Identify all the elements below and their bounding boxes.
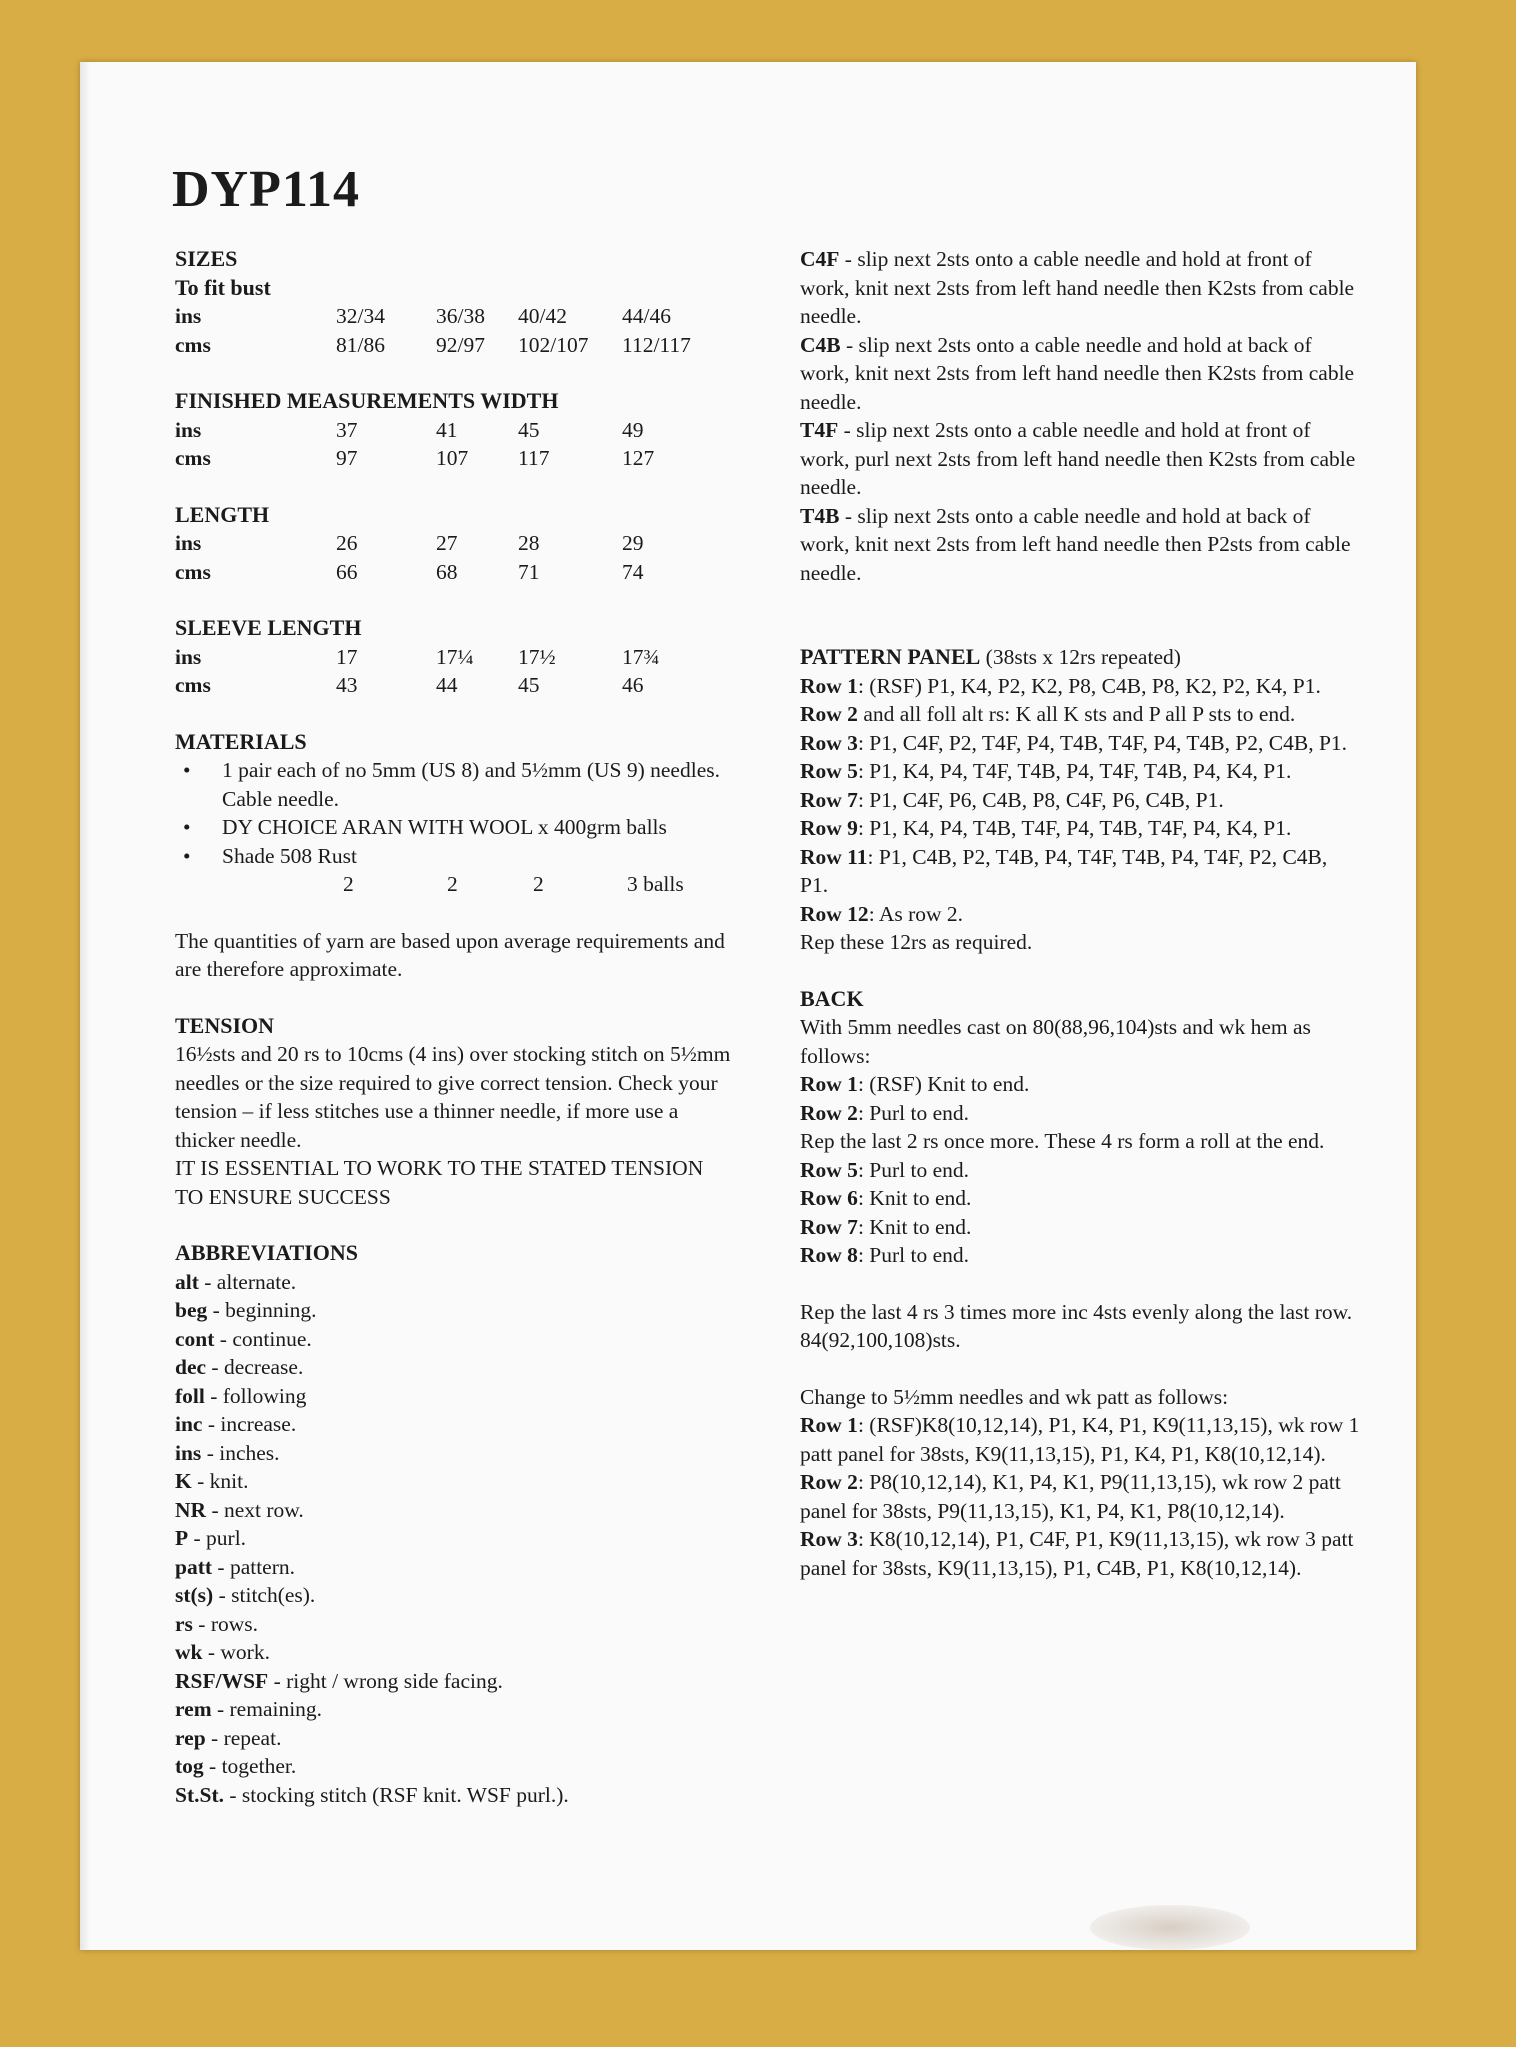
panel-row: Row 1: (RSF) P1, K4, P2, K2, P8, C4B, P8, K2, P2, K4, P1.	[800, 673, 1321, 698]
cable-definition: C4B - slip next 2sts onto a cable needle and hold at back of work, knit next 2sts from left hand needle then K2sts from cable needle.	[800, 332, 1355, 414]
pattern-title: DYP114	[172, 161, 360, 218]
pattern-panel-heading-line	[800, 643, 1360, 672]
abbreviation-item: ins - inches.	[175, 1440, 280, 1465]
panel-row: Row 5: P1, K4, P4, T4F, T4B, P4, T4F, T4B, P4, K4, P1.	[800, 759, 1292, 783]
finished-ins-row	[175, 416, 735, 445]
balls-value: 2	[447, 872, 458, 896]
back-row: Row 1: (RSF)K8(10,12,14), P1, K4, P1, K9(11,13,15), wk row 1 patt panel for 38sts, K9(11,13,15), P1, K4, P1, K8(10,12,14).	[800, 1413, 1360, 1466]
panel-row: Row 9: P1, K4, P4, T4B, T4F, P4, T4B, T4F, P4, K4, P1.	[800, 816, 1292, 840]
panel-row: Row 12: As row 2.	[800, 901, 964, 926]
back-row: Row 7: Knit to end.	[800, 1214, 972, 1239]
row-label: ins	[175, 531, 202, 555]
size-value: 92/97	[436, 332, 485, 357]
right-column	[800, 245, 1360, 1582]
cable-definition: T4B - slip next 2sts onto a cable needle and hold at back of work, knit next 2sts from left hand needle then P2sts from cable needle.	[800, 503, 1351, 585]
sheet-edge-shadow	[80, 62, 90, 1950]
abbreviation-item: alt - alternate.	[175, 1269, 297, 1294]
length-value: 68	[436, 559, 458, 584]
row-label: ins	[175, 417, 202, 442]
panel-row: Row 7: P1, C4F, P6, C4B, P8, C4F, P6, C4B, P1.	[800, 787, 1224, 812]
row-label: ins	[175, 644, 202, 669]
abbreviations-list	[175, 1268, 735, 1810]
materials-heading: MATERIALS	[175, 728, 307, 754]
sizes-heading: SIZES	[175, 246, 238, 271]
tension-text: 16½sts and 20 rs to 10cms (4 ins) over stocking stitch on 5½mm needles or the size required to give correct tension. Check your tension – if less stitches use a thinner needle, if more use a thicker needle.	[175, 1042, 731, 1152]
back-row: Row 6: Knit to end.	[800, 1186, 972, 1210]
sleeve-value: 44	[436, 673, 458, 697]
back-row: Row 8: Purl to end.	[800, 1243, 970, 1267]
panel-row: Row 11: P1, C4B, P2, T4B, P4, T4F, T4B, P4, T4F, P2, C4B, P1.	[800, 844, 1328, 897]
back-heading: BACK	[800, 985, 864, 1011]
row-label: cms	[175, 559, 211, 584]
cable-definition: T4F - slip next 2sts onto a cable needle and hold at front of work, purl next 2sts from left hand needle then K2sts from cable needle.	[800, 418, 1356, 499]
abbreviations-heading: ABBREVIATIONS	[175, 1240, 358, 1265]
panel-row: Row 2 and all foll alt rs: K all K sts and P all P sts to end.	[800, 702, 1296, 726]
size-value: 36/38	[436, 304, 485, 328]
tension-heading: TENSION	[175, 1012, 275, 1038]
abbreviation-item: patt - pattern.	[175, 1554, 296, 1579]
row-label: cms	[175, 446, 211, 470]
bullet: •	[183, 815, 191, 839]
bullet: •	[183, 843, 191, 868]
balls-value: 2	[343, 872, 354, 896]
measure-value: 117	[518, 446, 550, 470]
measure-value: 127	[622, 446, 655, 470]
back-rep-note: Rep the last 2 rs once more. These 4 rs form a roll at the end.	[800, 1129, 1325, 1153]
size-value: 44/46	[622, 304, 671, 328]
sleeve-value: 45	[518, 673, 540, 697]
size-value: 32/34	[336, 304, 385, 328]
abbreviation-item: St.St. - stocking stitch (RSF knit. WSF purl.).	[175, 1782, 569, 1807]
sleeve-value: 17¾	[622, 644, 660, 669]
size-value: 40/42	[518, 304, 567, 328]
finished-cms-row	[175, 444, 735, 473]
sleeve-heading: SLEEVE LENGTH	[175, 615, 362, 640]
length-cms-row	[175, 558, 735, 587]
abbreviation-item: RSF/WSF - right / wrong side facing.	[175, 1668, 503, 1693]
abbreviation-item: rem - remaining.	[175, 1697, 323, 1721]
abbreviation-item: inc - increase.	[175, 1412, 297, 1436]
length-value: 71	[518, 559, 540, 584]
back-intro: With 5mm needles cast on 80(88,96,104)sts and wk hem as follows:	[800, 1015, 1311, 1068]
abbreviation-item: rep - repeat.	[175, 1725, 282, 1750]
length-value: 28	[518, 531, 540, 555]
sleeve-value: 17½	[518, 644, 556, 669]
materials-item: • Shade 508 Rust	[175, 842, 735, 871]
sleeve-value: 43	[336, 673, 358, 697]
abbreviation-item: foll - following	[175, 1383, 307, 1408]
size-value: 112/117	[622, 332, 691, 357]
materials-note: The quantities of yarn are based upon average requirements and are therefore approximate.	[175, 928, 725, 981]
sleeve-cms-row	[175, 671, 735, 700]
sizes-ins-row	[175, 302, 735, 331]
sleeve-value: 46	[622, 673, 644, 697]
abbreviation-item: st(s) - stitch(es).	[175, 1583, 316, 1607]
row-label: cms	[175, 332, 211, 357]
abbreviation-item: rs - rows.	[175, 1611, 259, 1636]
back-row: Row 5: Purl to end.	[800, 1157, 970, 1182]
balls-value: 3 balls	[627, 872, 684, 896]
sizes-subheading: To fit bust	[175, 274, 271, 300]
measure-value: 41	[436, 417, 458, 442]
back-row: Row 2: Purl to end.	[800, 1100, 970, 1125]
row-label: ins	[175, 304, 202, 328]
abbreviation-item: tog - together.	[175, 1754, 297, 1778]
abbreviation-item: wk - work.	[175, 1640, 270, 1664]
abbreviation-item: dec - decrease.	[175, 1355, 304, 1379]
row-label: cms	[175, 673, 211, 697]
length-value: 27	[436, 531, 458, 555]
back-row: Row 2: P8(10,12,14), K1, P4, K1, P9(11,13,15), wk row 2 patt panel for 38sts, P9(11,13,15), K1, P4, K1, P8(10,12,14).	[800, 1470, 1341, 1523]
sleeve-ins-row	[175, 643, 735, 672]
back-change-needles: Change to 5½mm needles and wk patt as follows:	[800, 1384, 1229, 1409]
panel-row: Row 3: P1, C4F, P2, T4F, P4, T4B, T4F, P4, T4B, P2, C4B, P1.	[800, 730, 1348, 755]
tension-warning: IT IS ESSENTIAL TO WORK TO THE STATED TENSION TO ENSURE SUCCESS	[175, 1156, 704, 1209]
length-ins-row	[175, 529, 735, 558]
measure-value: 97	[336, 446, 358, 470]
paper-smudge	[1090, 1905, 1250, 1950]
finished-heading: FINISHED MEASUREMENTS WIDTH	[175, 388, 559, 413]
pattern-panel-heading: PATTERN PANEL	[800, 644, 981, 669]
length-value: 66	[336, 559, 358, 584]
panel-footer: Rep these 12rs as required.	[800, 930, 1033, 954]
abbreviation-item: NR - next row.	[175, 1497, 304, 1522]
abbreviation-item: P - purl.	[175, 1526, 247, 1550]
measure-value: 107	[436, 446, 469, 470]
abbreviation-item: cont - continue.	[175, 1326, 312, 1351]
pattern-panel-note: (38sts x 12rs repeated)	[980, 645, 1181, 669]
size-value: 81/86	[336, 332, 385, 357]
abbreviation-item: beg - beginning.	[175, 1298, 317, 1322]
measure-value: 49	[622, 417, 644, 442]
abbreviation-item: K - knit.	[175, 1469, 249, 1493]
length-heading: LENGTH	[175, 501, 270, 527]
materials-list	[175, 756, 735, 870]
sleeve-value: 17¼	[436, 644, 474, 669]
materials-item: • DY CHOICE ARAN WITH WOOL x 400grm balls	[175, 813, 735, 842]
sleeve-value: 17	[336, 644, 358, 669]
back-row: Row 3: K8(10,12,14), P1, C4F, P1, K9(11,13,15), wk row 3 patt panel for 38sts, K9(11,13,15), P1, C4B, P1, K8(10,12,14).	[800, 1527, 1354, 1580]
balls-value: 2	[533, 872, 544, 896]
measure-value: 45	[518, 417, 540, 442]
measure-value: 37	[336, 417, 358, 442]
length-value: 29	[622, 531, 644, 555]
length-value: 26	[336, 531, 358, 555]
materials-item: • 1 pair each of no 5mm (US 8) and 5½mm (US 9) needles. Cable needle.	[183, 758, 720, 811]
length-value: 74	[622, 559, 644, 584]
size-value: 102/107	[518, 332, 589, 357]
cable-definition: C4F - slip next 2sts onto a cable needle and hold at front of work, knit next 2sts from left hand needle then K2sts from cable needle.	[800, 247, 1355, 328]
back-row: Row 1: (RSF) Knit to end.	[800, 1072, 1030, 1096]
sizes-cms-row	[175, 331, 735, 360]
back-rep-more: Rep the last 4 rs 3 times more inc 4sts evenly along the last row. 84(92,100,108)sts.	[800, 1299, 1353, 1352]
left-column	[175, 245, 735, 1809]
bullet: •	[183, 758, 191, 782]
balls-row	[175, 870, 735, 899]
